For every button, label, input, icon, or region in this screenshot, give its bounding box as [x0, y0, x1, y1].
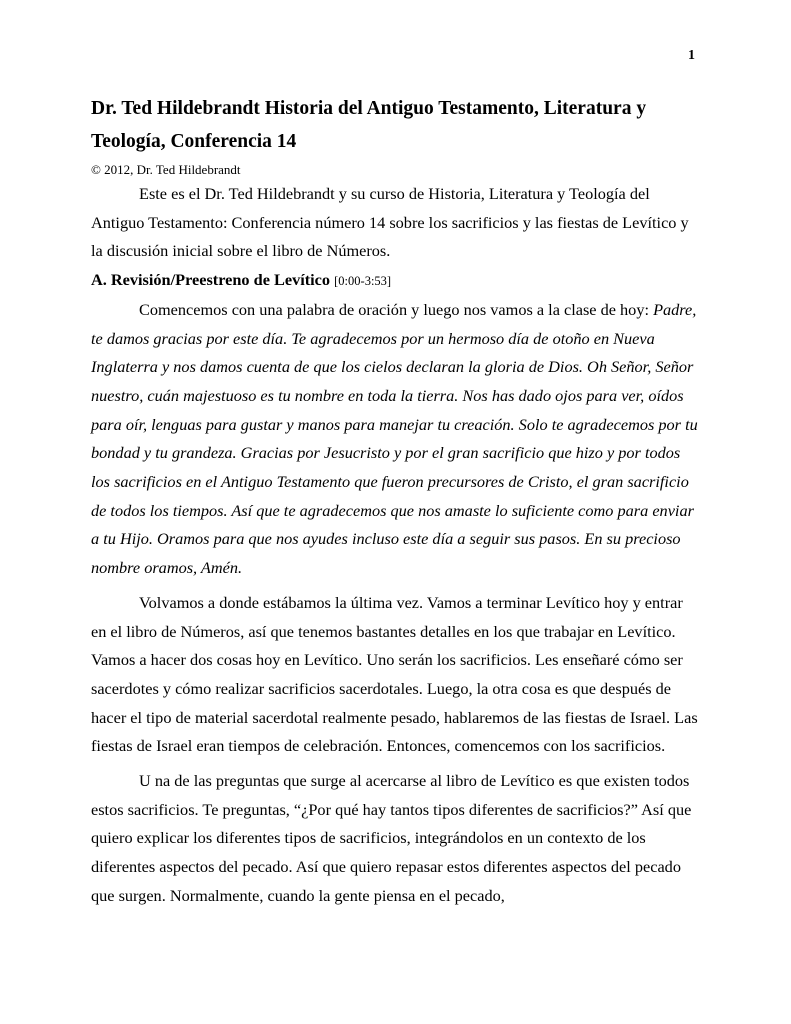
body-paragraph-3: U na de las preguntas que surge al acercarse al libro de Levítico es que existen todos estos sacrificios. Te preguntas, “¿Por qué hay tantos tipos diferentes de sacrificios?” Así que quiero explicar los diferentes tipos de sacrificios, integrándolos en un contexto de los diferentes aspectos del pecado. Así que quiero repasar estos diferentes aspectos del pecado que surgen. Normalmente, cuando la gente piensa en el pecado,: [91, 771, 692, 905]
body-paragraph-2: Volvamos a donde estábamos la última vez. Vamos a terminar Levítico hoy y entrar en el libro de Números, así que tenemos bastantes detalles en los que trabajar en Levítico. Vamos a hacer dos cosas hoy en Levítico. Uno serán los sacrificios. Les enseñaré cómo ser sacerdotes y cómo realizar sacrificios sacerdotales. Luego, la otra cosa es que después de hacer el tipo de material sacerdotal realmente pesado, hablaremos de las fiestas de Israel. Las fiestas de Israel eran tiempos de celebración. Entonces, comencemos con los sacrificios.: [91, 592, 698, 756]
prayer-paragraph: [91, 296, 701, 583]
page-number: 1: [688, 48, 695, 63]
document-body: [91, 92, 701, 911]
document-title: Dr. Ted Hildebrandt Historia del Antiguo Testamento, Literatura y Teología, Conferencia 14: [91, 98, 647, 152]
prayer-text: Padre, te damos gracias por este día. Te agradecemos por un hermoso día de otoño en Nueva Inglaterra y nos damos cuenta de que los cielos declaran la gloria de Dios. Oh Señor, Señor nuestro, cuán majestuoso es tu nombre en toda la tierra. Nos has dado ojos para ver, oídos para oír, lenguas para gustar y manos para manejar tu creación. Solo te agradecemos por tu bondad y tu grandeza. Gracias por Jesucristo y por el gran sacrificio que hizo y por todos los sacrificios en el Antiguo Testamento que fueron precursores de Cristo, el gran sacrificio de todos los tiempos. Así que te agradecemos que nos amaste lo suficiente como para enviar a tu Hijo. Oramos para que nos ayudes incluso este día a seguir sus pasos. En su precioso nombre oramos, Amén.: [91, 299, 698, 578]
section-timestamp: [0:00-3:53]: [334, 274, 392, 289]
section-heading-text: A. Revisión/Preestreno de Levítico: [91, 270, 331, 290]
prayer-lead-text: Comencemos con una palabra de oración y luego nos vamos a la clase de hoy:: [139, 299, 649, 319]
section-heading: [91, 266, 701, 296]
intro-paragraph: Este es el Dr. Ted Hildebrandt y su curso de Historia, Literatura y Teología del Antiguo Testamento: Conferencia número 14 sobre los sacrificios y las fiestas de Levítico y la discusión inicial sobre el libro de Números.: [91, 184, 689, 261]
copyright-notice: © 2012, Dr. Ted Hildebrandt: [91, 162, 241, 177]
